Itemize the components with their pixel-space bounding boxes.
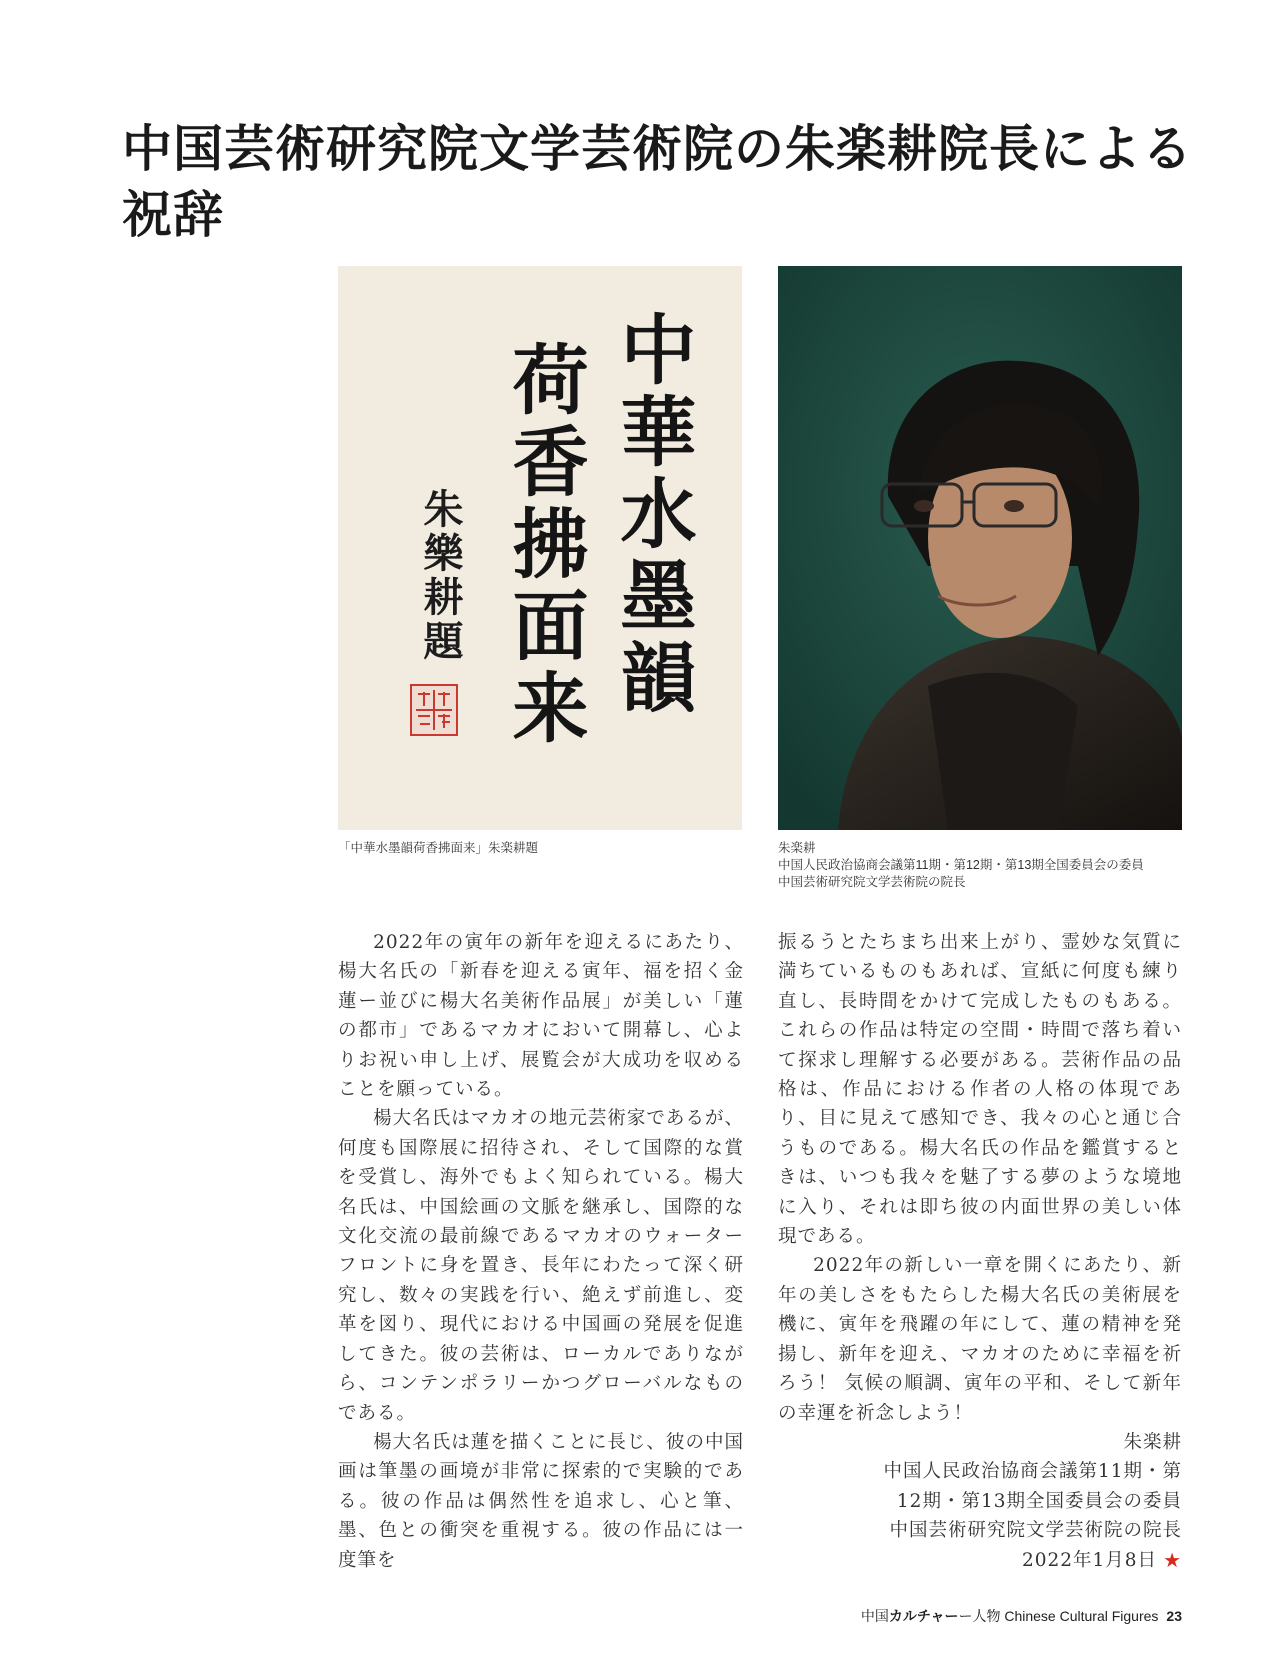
signature-date-line: [778, 1546, 1182, 1575]
footer-publication-suffix: ー人物 Chinese Cultural Figures: [958, 1608, 1159, 1624]
signature-name: 朱楽耕: [1123, 1431, 1182, 1453]
footer-publication-bold: カルチャー: [888, 1608, 959, 1624]
article-paragraph: 楊大名氏は蓮を描くことに長じ、彼の中国画は筆墨の画境が非常に探索的で実験的である。彼の作品は偶然性を追求し、心と筆、墨、色との衝突を重視する。彼の作品には一度筆を: [338, 1431, 744, 1571]
calligraphy-signature: 朱樂耕題: [417, 488, 464, 664]
portrait-caption-role-2: 中国芸術研究院文学芸術院の院長: [778, 875, 966, 889]
article-column-right: [778, 928, 1182, 1575]
page-title: 中国芸術研究院文学芸術院の朱楽耕院長による祝辞: [122, 119, 1193, 244]
calligraphy-caption: 「中華水墨韻荷香拂面来」朱楽耕題: [338, 841, 539, 855]
footer-publication-prefix: 中国: [860, 1608, 889, 1624]
portrait-caption: [778, 840, 1198, 891]
signature-title-line: 12期・第13期全国委員会の委員: [896, 1490, 1182, 1512]
star-icon: ★: [1163, 1548, 1182, 1573]
signature-title-line: 中国人民政治協商会議第11期・第: [883, 1461, 1182, 1483]
calligraphy-image: [338, 266, 742, 830]
signature-title-line: 中国芸術研究院文学芸術院の院長: [889, 1520, 1182, 1542]
signature-date: 2022年1月8日: [1021, 1549, 1158, 1571]
red-seal-stamp: [410, 684, 458, 736]
portrait-caption-name: 朱楽耕: [778, 841, 816, 855]
portrait-photo: [778, 266, 1182, 830]
calligraphy-column-1: 中華水墨韻: [608, 310, 697, 720]
article-paragraph: 2022年の寅年の新年を迎えるにあたり、楊大名氏の「新春を迎える寅年、福を招く金蓮ー並びに楊大名美術作品展」が美しい「蓮の都市」であるマカオにおいて開幕し、心よりお祝い申し上げ、展覧会が大成功を収めることを願っている。: [338, 932, 744, 1101]
article-signature: [778, 1428, 1182, 1575]
article-paragraph: 2022年の新しい一章を開くにあたり、新年の美しさをもたらした楊大名氏の美術展を機に、寅年を飛躍の年にして、蓮の精神を発揚し、新年を迎え、マカオのために幸福を祈ろう！ 気候の順調、寅年の平和、そして新年の幸運を祈念しよう！: [778, 1255, 1182, 1424]
page-number: 23: [1166, 1608, 1182, 1624]
article-paragraph: 楊大名氏はマカオの地元芸術家であるが、何度も国際展に招待され、そして国際的な賞を受賞し、海外でもよく知られている。楊大名氏は、中国絵画の文脈を継承し、国際的な文化交流の最前線であるマカオのウォーターフロントに身を置き、長年にわたって深く研究し、数々の実践を行い、絶えず前進し、変革を図り、現代における中国画の発展を促進してきた。彼の芸術は、ローカルでありながら、コンテンポラリーかつグローバルなものである。: [338, 1108, 744, 1424]
calligraphy-column-2: 荷香拂面来: [500, 340, 589, 750]
article-column-left: [338, 928, 744, 1575]
page-footer: [861, 1606, 1182, 1626]
portrait-caption-role-1: 中国人民政治協商会議第11期・第12期・第13期全国委員会の委員: [778, 858, 1144, 872]
article-paragraph-continued: 振るうとたちまち出来上がり、霊妙な気質に満ちているものもあれば、宣紙に何度も練り直し、長時間をかけて完成したものもある。これらの作品は特定の空間・時間で落ち着いて探求し理解する必要がある。芸術作品の品格は、作品における作者の人格の体現であり、目に見えて感知でき、我々の心と通じ合うものである。楊大名氏の作品を鑑賞するときは、いつも我々を魅了する夢のような境地に入り、それは即ち彼の内面世界の美しい体現である。: [778, 932, 1182, 1248]
